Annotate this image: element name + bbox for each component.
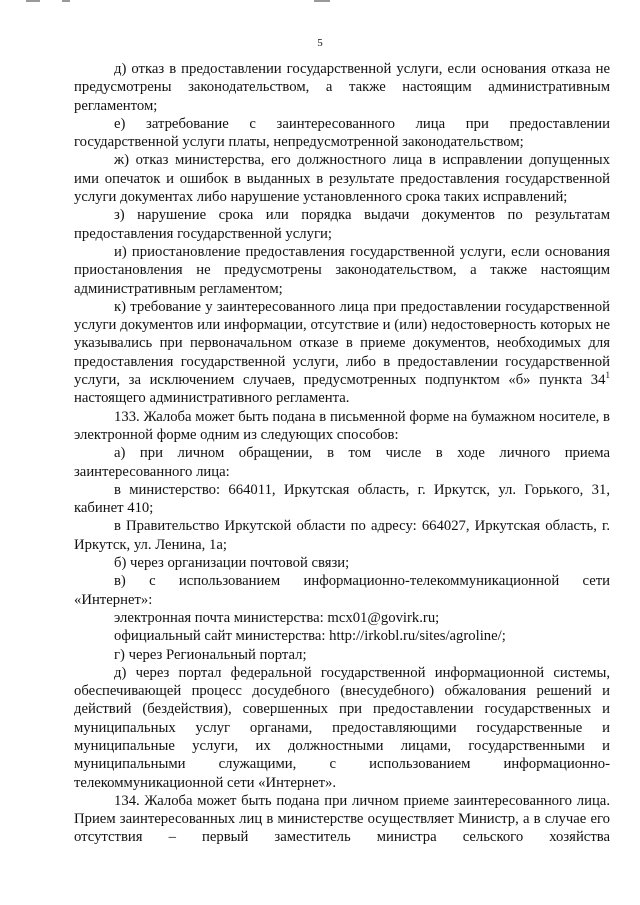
paragraph-k-superscript: 1	[605, 370, 610, 381]
paragraph-d-refusal: д) отказ в предоставлении государственной услуги, если основания отказа не предусмотрены законодательством, а также настоящим административным регламентом;	[74, 61, 610, 114]
paragraph-k-documents	[74, 298, 610, 408]
paragraph-133-complaint-forms: 133. Жалоба может быть подана в письменной форме на бумажном носителе, в электронной форме одним из следующих способов:	[74, 408, 610, 443]
paragraph-website: официальный сайт министерства: http://irkobl.ru/sites/agroline/;	[114, 628, 506, 645]
scan-edge-marks	[14, 0, 344, 4]
paragraph-i-suspension: и) приостановление предоставления государственной услуги, если основания приостановления не предусмотрены законодательством, а также настоящим административным регламентом;	[74, 243, 610, 297]
paragraph-zh-typos: ж) отказ министерства, его должностного лица в исправлении допущенных ими опечаток и ошибок в выданных в результате предоставления государственной услуги документах либо нарушение установленного срока таких исправлений;	[74, 152, 610, 206]
paragraph-ministry-address: в министерство: 664011, Иркутская область, г. Иркутск, ул. Горького, 31, кабинет 410;	[74, 481, 610, 517]
paragraph-k-tail: настоящего административного регламента.	[74, 390, 350, 407]
paragraph-government-address: в Правительство Иркутской области по адресу: 664027, Иркутская область, г. Иркутск, ул. Ленина, 1а;	[74, 518, 610, 553]
paragraph-134-personal-reception: 134. Жалоба может быть подана при личном приеме заинтересованного лица. Прием заинтересованных лиц в министерстве осуществляет Министр, а в случае его отсутствия – первый заместитель министра сельского хозяйства	[74, 792, 610, 846]
paragraph-email: электронная почта министерства: mcx01@govirk.ru;	[114, 609, 440, 626]
paragraph-a-personal: а) при личном обращении, в том числе в ходе личного приема заинтересованного лица:	[74, 445, 610, 480]
paragraph-v-internet: в) с использованием информационно-телекоммуникационной сети «Интернет»:	[74, 573, 610, 608]
paragraph-g-regional-portal: г) через Региональный портал;	[114, 646, 307, 663]
document-body	[74, 60, 610, 847]
paragraph-d-federal-portal: д) через портал федеральной государственной информационной системы, обеспечивающей процесс досудебного (внесудебного) обжалования решений и действий (бездействия), совершенных при предоставлении государственных и муниципальных услуг органами, предоставляющими государственные и муниципальные услуги, их должностными лицами, государственными и муниципальными служащими, с использованием информационно-телекоммуникационной сети «Интернет».	[74, 664, 610, 791]
paragraph-e-payment: е) затребование с заинтересованного лица при предоставлении государственной услуги платы, непредусмотренной законодательством;	[74, 115, 610, 151]
paragraph-z-deadline: з) нарушение срока или порядка выдачи документов по результатам предоставления государственной услуги;	[74, 207, 610, 242]
paragraph-b-post: б) через организации почтовой связи;	[114, 555, 350, 572]
page-number: 5	[317, 37, 323, 49]
paragraph-k-text: к) требование у заинтересованного лица при предоставлении государственной услуги документов или информации, отсутствие и (или) недостоверность которых не указывались при первоначальном отказе в приеме документов, необходимых для предоставления государственной услуги, либо в предоставлении государственной услуги, за исключением случаев, предусмотренных подпунктом «б» пункта 34	[74, 298, 610, 389]
